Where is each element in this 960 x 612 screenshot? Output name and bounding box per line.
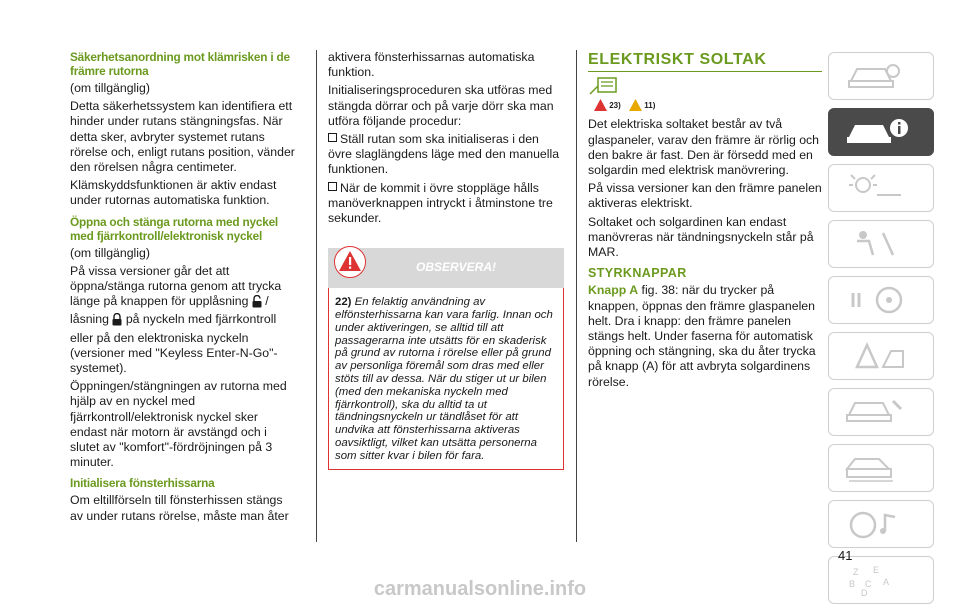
column-2 bbox=[328, 50, 564, 470]
column-divider bbox=[576, 50, 577, 542]
paragraph: Det elektriska soltaket består av två glaspaneler, varav den främre är rörlig och den bakre är fast. Den är försedd med en solgardin med elektrisk manövrering. bbox=[588, 117, 820, 178]
paragraph: På vissa versioner kan den främre panelen aktiveras elektriskt. bbox=[588, 181, 822, 211]
svg-text:A: A bbox=[883, 577, 890, 587]
warning-box bbox=[328, 248, 564, 469]
text: På vissa versioner går det att öppna/stänga rutorna genom att trycka länge på knappen för upplåsning bbox=[70, 263, 282, 309]
warning-triangle-icon bbox=[843, 339, 913, 373]
car-info-icon bbox=[843, 115, 913, 149]
warning-header bbox=[328, 248, 564, 288]
technical-data-icon bbox=[843, 451, 913, 485]
paragraph: Klämskyddsfunktionen är aktiv endast under rutornas automatiska funktion. bbox=[70, 178, 277, 208]
ref: 23) bbox=[609, 101, 621, 111]
svg-text:C: C bbox=[865, 579, 872, 589]
car-info-tab[interactable] bbox=[828, 108, 934, 156]
paragraph: Detta säkerhetssystem kan identifiera ett hinder under rutans stängningsfas. När detta sker, avbryter systemet rutans rörelse och, enligt rutans position, vänder den rörelsen några centimeter. bbox=[70, 99, 295, 175]
paragraph bbox=[588, 283, 822, 389]
section-heading: Öppna och stänga rutorna med nyckel med fjärrkontroll/elektronisk nyckel bbox=[70, 214, 279, 243]
column-1 bbox=[70, 50, 296, 527]
bullet-item: Ställ rutan som ska initialiseras i den övre slaglängdens läge med den manuella funktionen. bbox=[328, 132, 564, 178]
emergency-tab[interactable] bbox=[828, 332, 934, 380]
danger-icon bbox=[594, 99, 607, 111]
text: på nyckeln med fjärrkontroll eller på den elektroniska nyckeln (versioner med "Keyless Enter-N-Go"-systemet). bbox=[70, 312, 278, 376]
technical-data-tab[interactable] bbox=[828, 444, 934, 492]
warning-icon bbox=[334, 246, 366, 278]
paragraph: (om tillgänglig) bbox=[70, 245, 150, 260]
warning-ref: 22) bbox=[335, 296, 352, 309]
warning-text bbox=[335, 296, 557, 462]
ref: 11) bbox=[644, 101, 656, 111]
page-number: 41 bbox=[838, 548, 853, 563]
text: fig. 38: när du trycker på knappen, öppnas den främre glaspanelen helt. Dra i knapp: den främre panelen stängs helt. Under faserna för automatisk öppning och stängning, ska du åter trycka på knapp (A) för att avbryta solgardinens rörelse. bbox=[588, 283, 816, 389]
car-maintenance-icon bbox=[843, 395, 913, 429]
subsection-heading: STYRKNAPPAR bbox=[588, 266, 687, 281]
bullet-item: När de kommit i övre stoppläge hålls manöverknappen intryckt i åtminstone tre sekunder. bbox=[328, 181, 564, 227]
sunroof-symbol-icon bbox=[588, 76, 822, 96]
dashboard-lights-icon bbox=[843, 171, 913, 205]
paragraph: Öppningen/stängningen av rutorna med hjälp av en nyckel med fjärrkontroll/elektronisk nyckel sker endast när motorn är avstängd och i slutet av "komfort"-fördröjningen på 3 minuter. bbox=[70, 379, 287, 470]
warning-body: En felaktig användning av elfönsterhissarna kan vara farlig. Innan och under aktiveringen, se alltid till att passagerarna inte utsätts för en skaderisk på grund av rutorna i rörelse eller på grund av personliga föremål som dras med eller stöts till av dessa. När du stiger ut ur bilen (med den mekaniska nyckeln med fjärrkontroll), ska du alltid ta ut tändningsnyckeln ur tändlåset för att undvika att fönsterhissarna aktiveras oavsiktligt, vilket kan utsätta personerna som sitter kvar i bilen för fara. bbox=[335, 296, 553, 462]
lock-icon bbox=[112, 313, 122, 330]
paragraph: Initialiseringsproceduren ska utföras med stängda dörrar och på varje dörr ska man utföra följande procedur: bbox=[328, 83, 554, 128]
multimedia-icon bbox=[843, 507, 913, 541]
maintenance-tab[interactable] bbox=[828, 388, 934, 436]
section-title: ELEKTRISKT SOLTAK bbox=[588, 51, 767, 68]
svg-text:D: D bbox=[861, 588, 868, 597]
steering-wheel-icon bbox=[843, 283, 913, 317]
column-3 bbox=[588, 50, 822, 393]
car-overview-tab[interactable] bbox=[828, 52, 934, 100]
column-divider bbox=[316, 50, 317, 542]
caution-icon bbox=[629, 99, 642, 111]
starting-driving-tab[interactable] bbox=[828, 276, 934, 324]
svg-text:E: E bbox=[873, 565, 880, 575]
section-heading: Initialisera fönsterhissarna bbox=[70, 476, 215, 491]
watermark-footer: carmanualsonline.info bbox=[373, 578, 587, 600]
paragraph: Soltaket och solgardinen kan endast manövreras när tändningsnyckeln står på MAR. bbox=[588, 214, 814, 260]
paragraph: (om tillgänglig) bbox=[70, 81, 150, 95]
chapter-tabs bbox=[828, 52, 936, 612]
text: / låsning bbox=[70, 294, 269, 327]
dashboard-lights-tab[interactable] bbox=[828, 164, 934, 212]
svg-text:Z: Z bbox=[853, 567, 859, 577]
safety-tab[interactable] bbox=[828, 220, 934, 268]
safety-icon bbox=[843, 227, 913, 261]
paragraph: aktivera fönsterhissarnas automatiska funktion. bbox=[328, 50, 535, 80]
paragraph bbox=[70, 264, 296, 376]
car-overview-icon bbox=[843, 59, 913, 93]
warning-refs bbox=[594, 98, 822, 113]
section-heading: Säkerhetsanordning mot klämrisken i de främre rutorna bbox=[70, 50, 290, 78]
unlock-icon bbox=[252, 295, 262, 312]
svg-text:B: B bbox=[849, 579, 856, 589]
warning-title: OBSERVERA! bbox=[416, 260, 497, 275]
button-ref: Knapp A bbox=[588, 283, 639, 298]
title-underline bbox=[588, 71, 822, 72]
paragraph: Om eltillförseln till fönsterhissen stängs av under rutans rörelse, måste man åter bbox=[70, 493, 289, 523]
multimedia-tab[interactable] bbox=[828, 500, 934, 548]
